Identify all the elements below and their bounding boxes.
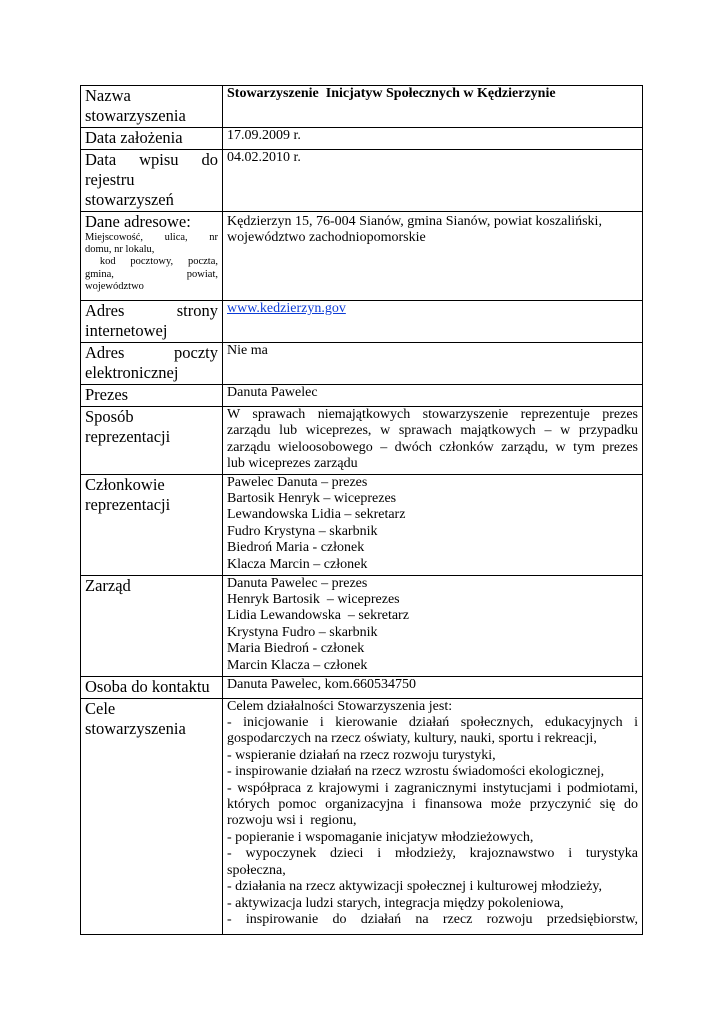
goal-line: - wspieranie działań na rzecz rozwoju turystyki, (227, 747, 496, 763)
row-website (81, 301, 643, 343)
row-members (81, 474, 643, 575)
row-contact (81, 676, 643, 698)
list-item: Maria Biedroń - członek (227, 641, 365, 657)
goal-line: - inspirowanie do działań na rzecz rozwoju przedsiębiorstw, (227, 911, 638, 927)
label-members: Członkowie reprezentacji (81, 474, 223, 575)
value-goals (223, 698, 643, 934)
goal-line: - współpraca z krajowymi i zagranicznymi instytucjami i podmiotami, (227, 780, 638, 796)
list-item: Fudro Krystyna – skarbnik (227, 523, 378, 539)
value-representation: W sprawach niemajątkowych stowarzyszenie reprezentuje prezes zarządu lub wiceprezes, w sprawach majątkowych – w przypadku zarządu wieloosobowego – dwóch członków zarządu, w tym prezes lub wiceprezes zarządu (223, 407, 643, 475)
goal-line: rozwoju wsi i regionu, (227, 813, 357, 829)
list-item: Klacza Marcin – członek (227, 556, 368, 572)
list-item: Biedroń Maria - członek (227, 540, 365, 556)
goal-line: których pomoc organizacyjna i finansowa może przyczynić się do (227, 797, 638, 813)
list-item: Henryk Bartosik – wiceprezes (227, 592, 400, 608)
label-board: Zarząd (81, 575, 223, 676)
value-president: Danuta Pawelec (223, 385, 643, 407)
goal-line: - inspirowanie działań na rzecz wzrostu świadomości ekologicznej, (227, 764, 605, 780)
label-contact: Osoba do kontaktu (81, 676, 223, 698)
association-register-table (80, 85, 643, 935)
address-hint: Miejscowość, ulica, nr domu, nr lokalu, kod pocztowy, poczta, gmina, powiat, województwo (85, 232, 218, 292)
list-item: Pawelec Danuta – prezes (227, 474, 368, 490)
value-address: Kędzierzyn 15, 76-004 Sianów, gmina Sianów, powiat koszaliński, województwo zachodniopomorskie (223, 212, 643, 301)
list-item: Lidia Lewandowska – sekretarz (227, 608, 409, 624)
value-name: Stowarzyszenie Inicjatyw Społecznych w Kędzierzynie (223, 86, 643, 128)
label-founded: Data założenia (81, 128, 223, 150)
label-goals: Cele stowarzyszenia (81, 698, 223, 934)
row-representation (81, 407, 643, 475)
value-founded: 17.09.2009 r. (223, 128, 643, 150)
value-website (223, 301, 643, 343)
label-registered: Data wpisu do rejestru stowarzyszeń (81, 150, 223, 212)
label-email: Adres poczty elektronicznej (81, 343, 223, 385)
value-members (223, 474, 643, 575)
list-item: Lewandowska Lidia – sekretarz (227, 507, 406, 523)
goal-line: - inicjowanie i kierowanie działań społecznych, edukacyjnych i (227, 715, 638, 731)
value-registered: 04.02.2010 r. (223, 150, 643, 212)
label-representation: Sposób reprezentacji (81, 407, 223, 475)
label-president: Prezes (81, 385, 223, 407)
row-address (81, 212, 643, 301)
goal-line: - działania na rzecz aktywizacji społecznej i kulturowej młodzieży, (227, 879, 602, 895)
row-email (81, 343, 643, 385)
website-link[interactable]: www.kedzierzyn.gov (227, 301, 346, 316)
list-item: Bartosik Henryk – wiceprezes (227, 491, 397, 507)
goal-line: gospodarczych na rzecz oświaty, kultury, nauki, sportu i rekreacji, (227, 731, 597, 747)
row-name (81, 86, 643, 128)
row-founded (81, 128, 643, 150)
goal-line: - aktywizacja ludzi starych, integracja między pokoleniowa, (227, 895, 564, 911)
list-item: Marcin Klacza – członek (227, 657, 368, 673)
label-address: Dane adresowe: Miejscowość, ulica, nr domu, nr lokalu, kod pocztowy, poczta, gmina, powiat, województwo (81, 212, 223, 301)
row-goals (81, 698, 643, 934)
row-board (81, 575, 643, 676)
label-name: Nazwa stowarzyszenia (81, 86, 223, 128)
goal-line: - wypoczynek dzieci i młodzieży, krajoznawstwo i turystyka (227, 846, 638, 862)
goal-line: Celem działalności Stowarzyszenia jest: (227, 698, 453, 714)
value-contact: Danuta Pawelec, kom.660534750 (223, 676, 643, 698)
label-website: Adres strony internetowej (81, 301, 223, 343)
goal-line: społeczna, (227, 862, 286, 878)
row-president (81, 385, 643, 407)
value-email: Nie ma (223, 343, 643, 385)
row-registered (81, 150, 643, 212)
list-item: Danuta Pawelec – prezes (227, 575, 368, 591)
value-board (223, 575, 643, 676)
goal-line: - popieranie i wspomaganie inicjatyw młodzieżowych, (227, 829, 534, 845)
list-item: Krystyna Fudro – skarbnik (227, 624, 378, 640)
